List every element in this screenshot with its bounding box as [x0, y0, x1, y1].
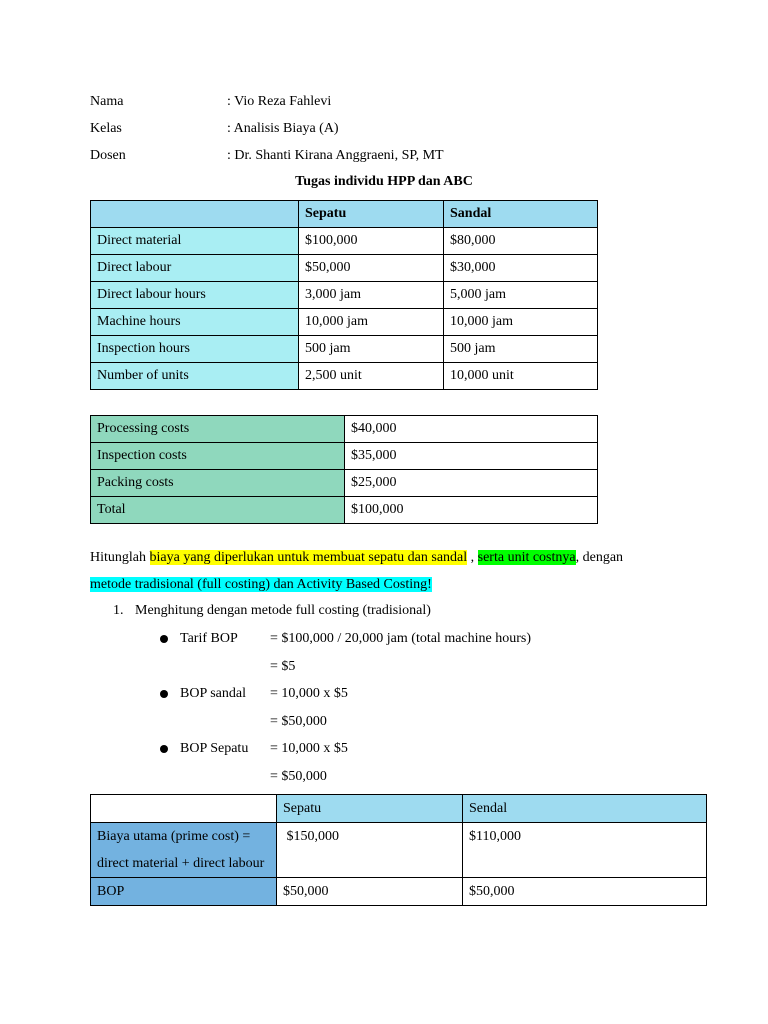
row-label: Inspection hours [91, 336, 299, 363]
bullet-icon [160, 690, 168, 698]
table-cell: $50,000 [463, 878, 707, 906]
table-cell: 10,000 jam [299, 309, 444, 336]
product-data-table [90, 200, 598, 390]
row-label: Biaya utama (prime cost) = direct material + direct labour [91, 823, 277, 878]
question-text: , dengan [575, 550, 624, 565]
table-cell: 500 jam [299, 336, 444, 363]
full-costing-table [90, 794, 707, 906]
table-header-row [91, 201, 598, 228]
table-row [91, 497, 598, 524]
question-line-1 [90, 544, 710, 571]
step-number: 1. [113, 603, 124, 618]
row-label: Direct material [91, 228, 299, 255]
document-title: Tugas individu HPP dan ABC [295, 174, 473, 189]
calc-result: = $50,000 [270, 769, 327, 784]
highlight-green: serta unit costnya [477, 550, 576, 565]
overhead-cost-table [90, 415, 598, 524]
step-title: Menghitung dengan metode full costing (tradisional) [135, 603, 431, 618]
row-label: Inspection costs [91, 443, 345, 470]
info-label: Kelas [90, 121, 122, 136]
step-heading [113, 600, 431, 622]
table-row [91, 309, 598, 336]
table-header-cell: Sandal [444, 201, 598, 228]
highlight-cyan: metode tradisional (full costing) dan Activity Based Costing! [90, 577, 432, 592]
table-row [91, 470, 598, 497]
table-cell: 500 jam [444, 336, 598, 363]
row-label: Packing costs [91, 470, 345, 497]
row-label: Number of units [91, 363, 299, 390]
calc-label: BOP sandal [180, 686, 246, 701]
row-label: Processing costs [91, 416, 345, 443]
row-label: Direct labour [91, 255, 299, 282]
info-value: : Analisis Biaya (A) [227, 121, 339, 136]
question-text: Hitunglah [90, 550, 150, 565]
table-header-cell: Sendal [463, 795, 707, 823]
table-cell: $110,000 [463, 823, 707, 878]
table-cell: $35,000 [345, 443, 598, 470]
info-value: : Dr. Shanti Kirana Anggraeni, SP, MT [227, 148, 444, 163]
table-header-cell [91, 201, 299, 228]
row-label: Machine hours [91, 309, 299, 336]
calc-label: BOP Sepatu [180, 741, 249, 756]
row-label: BOP [91, 878, 277, 906]
table-cell: $30,000 [444, 255, 598, 282]
table-cell: 5,000 jam [444, 282, 598, 309]
highlight-yellow: biaya yang diperlukan untuk membuat sepatu dan sandal [149, 550, 468, 565]
table-cell: $150,000 [277, 823, 463, 878]
table-cell: 3,000 jam [299, 282, 444, 309]
calc-equation: = 10,000 x $5 [270, 686, 348, 701]
question-line-2 [90, 571, 710, 598]
table-cell: 10,000 unit [444, 363, 598, 390]
info-value: : Vio Reza Fahlevi [227, 94, 332, 109]
table-cell: $80,000 [444, 228, 598, 255]
table-cell: $25,000 [345, 470, 598, 497]
row-label: Total [91, 497, 345, 524]
table-row [91, 336, 598, 363]
calc-equation: = $100,000 / 20,000 jam (total machine hours) [270, 631, 532, 646]
table-header-cell: Sepatu [299, 201, 444, 228]
row-label: Direct labour hours [91, 282, 299, 309]
table-cell: 2,500 unit [299, 363, 444, 390]
table-cell: $50,000 [277, 878, 463, 906]
table-cell: $40,000 [345, 416, 598, 443]
bullet-icon [160, 635, 168, 643]
calc-label: Tarif BOP [180, 631, 238, 646]
calc-result: = $5 [270, 659, 296, 674]
table-cell: 10,000 jam [444, 309, 598, 336]
table-row [91, 282, 598, 309]
table-header-row [91, 795, 707, 823]
table-header-cell: Sepatu [277, 795, 463, 823]
table-row [91, 363, 598, 390]
table-row [91, 443, 598, 470]
table-cell: $50,000 [299, 255, 444, 282]
table-cell: $100,000 [299, 228, 444, 255]
table-row [91, 416, 598, 443]
bullet-icon [160, 745, 168, 753]
table-row [91, 878, 707, 906]
table-header-cell [91, 795, 277, 823]
info-label: Nama [90, 94, 124, 109]
info-label: Dosen [90, 148, 126, 163]
table-row [91, 255, 598, 282]
calc-equation: = 10,000 x $5 [270, 741, 348, 756]
table-row [91, 228, 598, 255]
table-row [91, 823, 707, 878]
table-cell: $100,000 [345, 497, 598, 524]
calc-result: = $50,000 [270, 714, 327, 729]
question-text: , [467, 550, 478, 565]
